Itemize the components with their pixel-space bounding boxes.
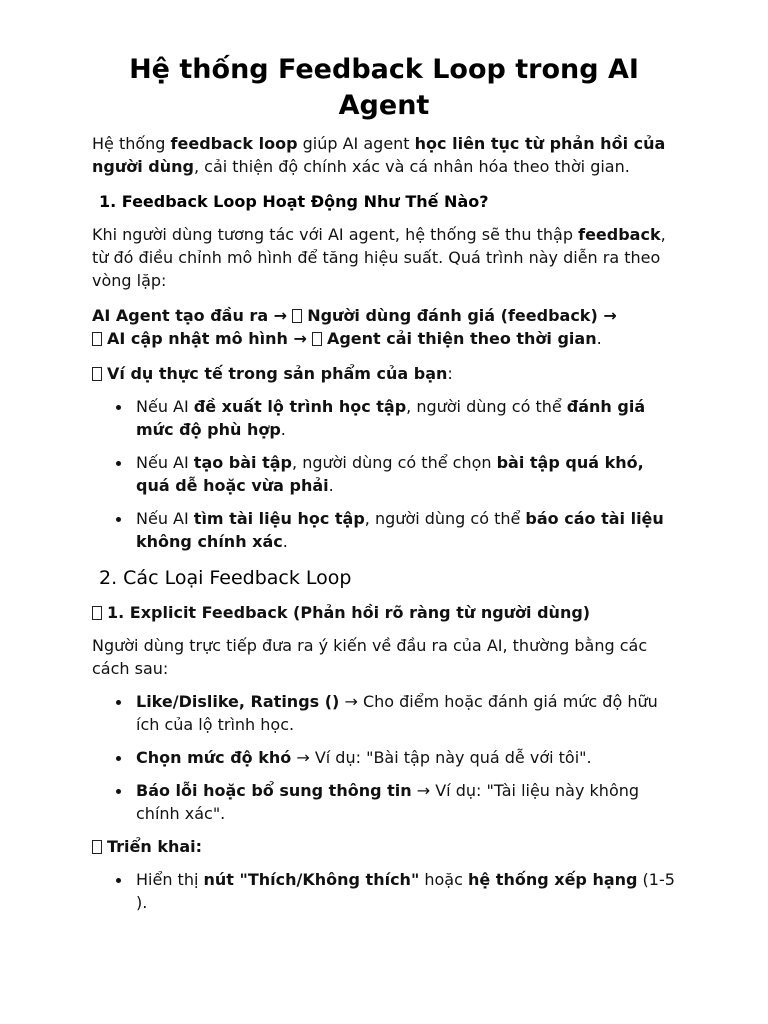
item-bold: Like/Dislike, Ratings () xyxy=(136,692,340,711)
item-text: . xyxy=(280,420,286,439)
section1-bold-1: feedback xyxy=(578,225,661,244)
explicit-feedback-title: 1. Explicit Feedback (Phản hồi rõ ràng từ người dùng) xyxy=(107,603,591,622)
item-text: , người dùng có thể xyxy=(406,397,567,416)
item-text: Nếu AI xyxy=(136,397,194,416)
section1-paragraph xyxy=(92,223,676,292)
missing-glyph-icon xyxy=(92,840,102,854)
example-heading xyxy=(92,362,676,385)
item-bold: đánh giá mức độ phù hợp xyxy=(136,397,646,439)
flow-step-4: Agent cải thiện theo thời gian xyxy=(326,329,597,348)
flow-step-1: AI Agent tạo đầu ra → xyxy=(92,306,288,325)
list-item xyxy=(92,746,676,769)
item-bold: báo cáo tài liệu không chính xác xyxy=(136,509,664,551)
item-bold: hệ thống xếp hạng xyxy=(467,870,638,889)
examples-list xyxy=(92,395,676,553)
item-text: (1-5 ). xyxy=(136,870,675,912)
explicit-feedback-heading xyxy=(92,601,676,624)
intro-text-2: giúp AI agent xyxy=(297,134,415,153)
item-text: , người dùng có thể xyxy=(364,509,526,528)
item-text: . xyxy=(282,532,288,551)
intro-paragraph xyxy=(92,132,676,178)
intro-bold-2: học liên tục từ phản hồi của người dùng xyxy=(92,134,666,176)
list-item xyxy=(92,451,676,497)
explicit-feedback-list xyxy=(92,690,676,825)
item-bold: tạo bài tập xyxy=(193,453,293,472)
deploy-list xyxy=(92,868,676,914)
list-item xyxy=(92,690,676,736)
section2-heading: 2. Các Loại Feedback Loop xyxy=(99,567,352,589)
missing-glyph-icon xyxy=(92,332,102,346)
flow-step-2: Người dùng đánh giá (feedback) → xyxy=(307,306,617,325)
list-item xyxy=(92,779,676,825)
flow-step-3: AI cập nhật mô hình → xyxy=(107,329,307,348)
item-bold: nút "Thích/Không thích" xyxy=(203,870,420,889)
section1-heading: 1. Feedback Loop Hoạt Động Như Thế Nào? xyxy=(99,192,489,211)
missing-glyph-icon xyxy=(312,332,322,346)
explicit-feedback-paragraph: Người dùng trực tiếp đưa ra ý kiến về đầu ra của AI, thường bằng các cách sau: xyxy=(92,636,648,678)
list-item xyxy=(92,395,676,441)
list-item xyxy=(92,868,676,914)
deploy-heading xyxy=(92,835,676,858)
deploy-heading-text: Triển khai: xyxy=(107,837,203,856)
item-text: . xyxy=(328,476,334,495)
example-heading-colon: : xyxy=(447,364,453,383)
item-text: Hiển thị xyxy=(136,870,204,889)
example-heading-bold: Ví dụ thực tế trong sản phẩm của bạn xyxy=(107,364,448,383)
intro-bold-1: feedback loop xyxy=(170,134,298,153)
item-text: Nếu AI xyxy=(136,509,194,528)
item-text: → Ví dụ: "Bài tập này quá dễ với tôi". xyxy=(291,748,592,767)
item-bold: bài tập quá khó, quá dễ hoặc vừa phải xyxy=(136,453,644,495)
flow-end: . xyxy=(596,329,602,348)
page-title: Hệ thống Feedback Loop trong AI Agent xyxy=(129,54,639,121)
item-bold: đề xuất lộ trình học tập xyxy=(193,397,407,416)
item-bold: Báo lỗi hoặc bổ sung thông tin xyxy=(136,781,412,800)
item-text: hoặc xyxy=(419,870,468,889)
section1-text-1: Khi người dùng tương tác với AI agent, hệ thống sẽ thu thập xyxy=(92,225,579,244)
missing-glyph-icon xyxy=(92,606,102,620)
missing-glyph-icon xyxy=(292,309,302,323)
intro-text-3: , cải thiện độ chính xác và cá nhân hóa theo thời gian. xyxy=(193,157,630,176)
item-text: Nếu AI xyxy=(136,453,194,472)
section1-text-2: , từ đó điều chỉnh mô hình để tăng hiệu suất. Quá trình này diễn ra theo vòng lặp: xyxy=(92,225,666,290)
flow-paragraph xyxy=(92,304,676,350)
intro-text-1: Hệ thống xyxy=(92,134,171,153)
list-item xyxy=(92,507,676,553)
item-text: , người dùng có thể chọn xyxy=(292,453,497,472)
item-text: → Ví dụ: "Tài liệu này không chính xác". xyxy=(136,781,640,823)
item-bold: tìm tài liệu học tập xyxy=(193,509,365,528)
item-bold: Chọn mức độ khó xyxy=(136,748,292,767)
item-text: → Cho điểm hoặc đánh giá mức độ hữu ích của lộ trình học. xyxy=(136,692,658,734)
missing-glyph-icon xyxy=(92,367,102,381)
